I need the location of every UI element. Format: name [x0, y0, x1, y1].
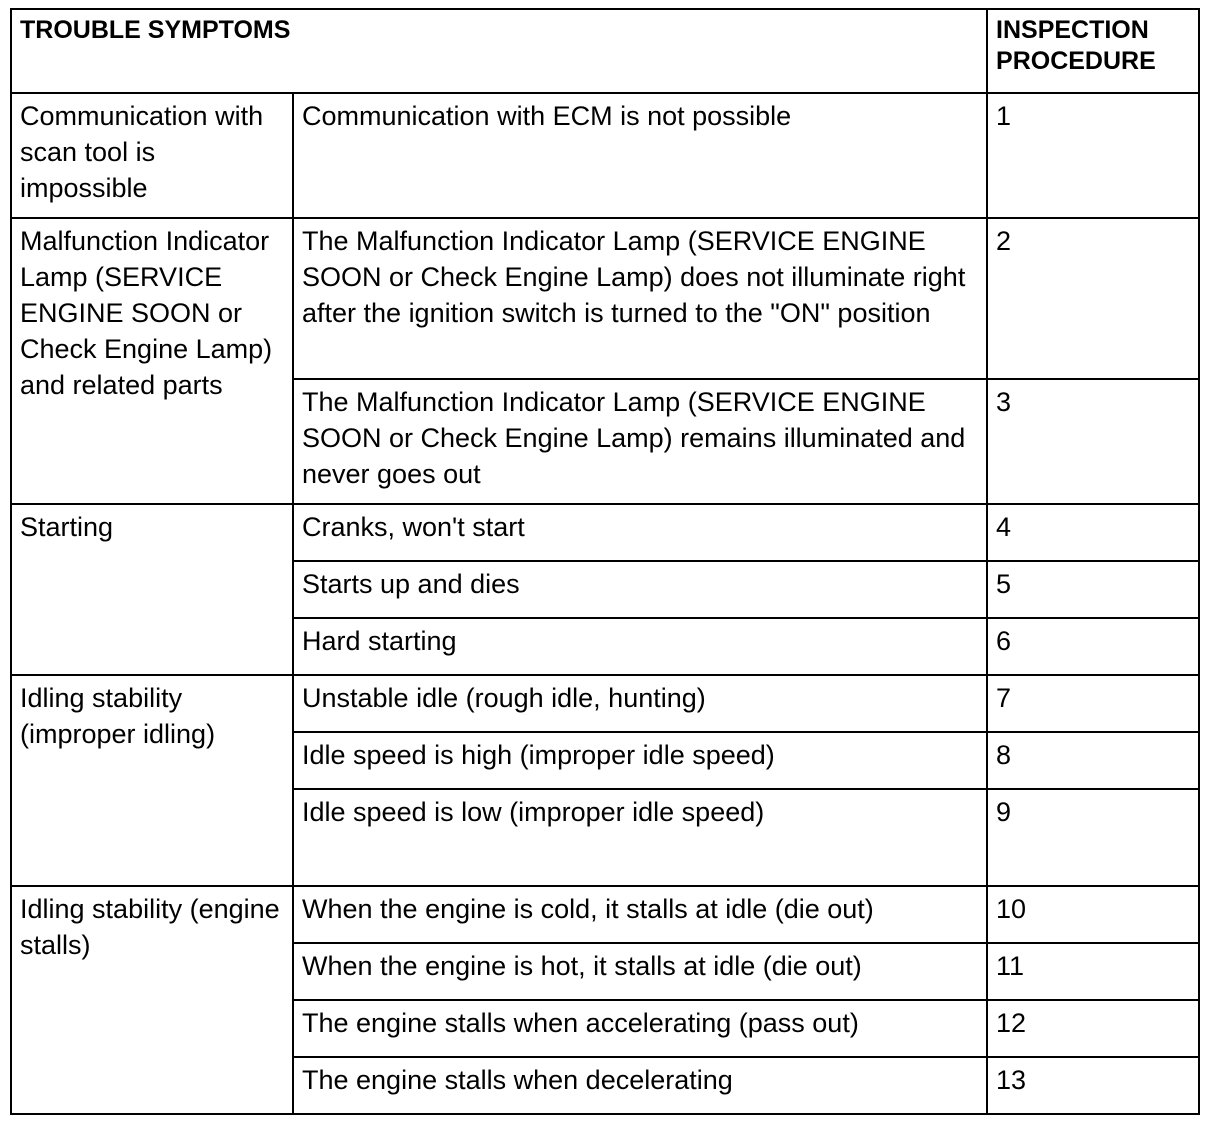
table-row — [11, 93, 1199, 218]
procedure-cell: 7 — [987, 675, 1199, 732]
header-row — [11, 9, 1199, 93]
category-cell-engine-stalls: Idling stability (engine stalls) — [11, 886, 293, 1114]
procedure-cell: 10 — [987, 886, 1199, 943]
symptom-cell: Idle speed is high (improper idle speed) — [293, 732, 987, 789]
procedure-cell: 4 — [987, 504, 1199, 561]
procedure-cell: 5 — [987, 561, 1199, 618]
symptom-cell: The Malfunction Indicator Lamp (SERVICE ENGINE SOON or Check Engine Lamp) remains illuminated and never goes out — [293, 379, 987, 504]
table-row — [11, 504, 1199, 561]
procedure-cell: 12 — [987, 1000, 1199, 1057]
procedure-cell: 13 — [987, 1057, 1199, 1114]
table-row — [11, 675, 1199, 732]
symptom-cell: When the engine is cold, it stalls at idle (die out) — [293, 886, 987, 943]
symptom-cell: When the engine is hot, it stalls at idle (die out) — [293, 943, 987, 1000]
procedure-cell: 8 — [987, 732, 1199, 789]
procedure-cell: 3 — [987, 379, 1199, 504]
procedure-cell: 6 — [987, 618, 1199, 675]
symptom-cell: The engine stalls when accelerating (pass out) — [293, 1000, 987, 1057]
inspection-procedure-header — [987, 9, 1199, 93]
category-cell-starting: Starting — [11, 504, 293, 675]
symptom-cell: The engine stalls when decelerating — [293, 1057, 987, 1114]
symptom-cell: Cranks, won't start — [293, 504, 987, 561]
trouble-symptoms-table — [10, 8, 1200, 1115]
category-cell-communication: Communication with scan tool is impossible — [11, 93, 293, 218]
procedure-cell: 11 — [987, 943, 1199, 1000]
symptom-cell: The Malfunction Indicator Lamp (SERVICE ENGINE SOON or Check Engine Lamp) does not illuminate right after the ignition switch is turned to the "ON" position — [293, 218, 987, 379]
symptom-cell: Idle speed is low (improper idle speed) — [293, 789, 987, 886]
symptom-cell: Communication with ECM is not possible — [293, 93, 987, 218]
table-row — [11, 218, 1199, 379]
procedure-cell: 9 — [987, 789, 1199, 886]
category-cell-improper-idling: Idling stability (improper idling) — [11, 675, 293, 886]
category-cell-malfunction-indicator-lamp: Malfunction Indicator Lamp (SERVICE ENGINE SOON or Check Engine Lamp) and related parts — [11, 218, 293, 504]
inspection-procedure-header-line1: INSPECTION — [996, 16, 1149, 44]
symptom-cell: Unstable idle (rough idle, hunting) — [293, 675, 987, 732]
trouble-symptoms-header: TROUBLE SYMPTOMS — [11, 9, 987, 93]
procedure-cell: 2 — [987, 218, 1199, 379]
symptom-cell: Hard starting — [293, 618, 987, 675]
procedure-cell: 1 — [987, 93, 1199, 218]
symptom-cell: Starts up and dies — [293, 561, 987, 618]
table-row — [11, 886, 1199, 943]
inspection-procedure-header-line2: PROCEDURE — [996, 47, 1156, 75]
